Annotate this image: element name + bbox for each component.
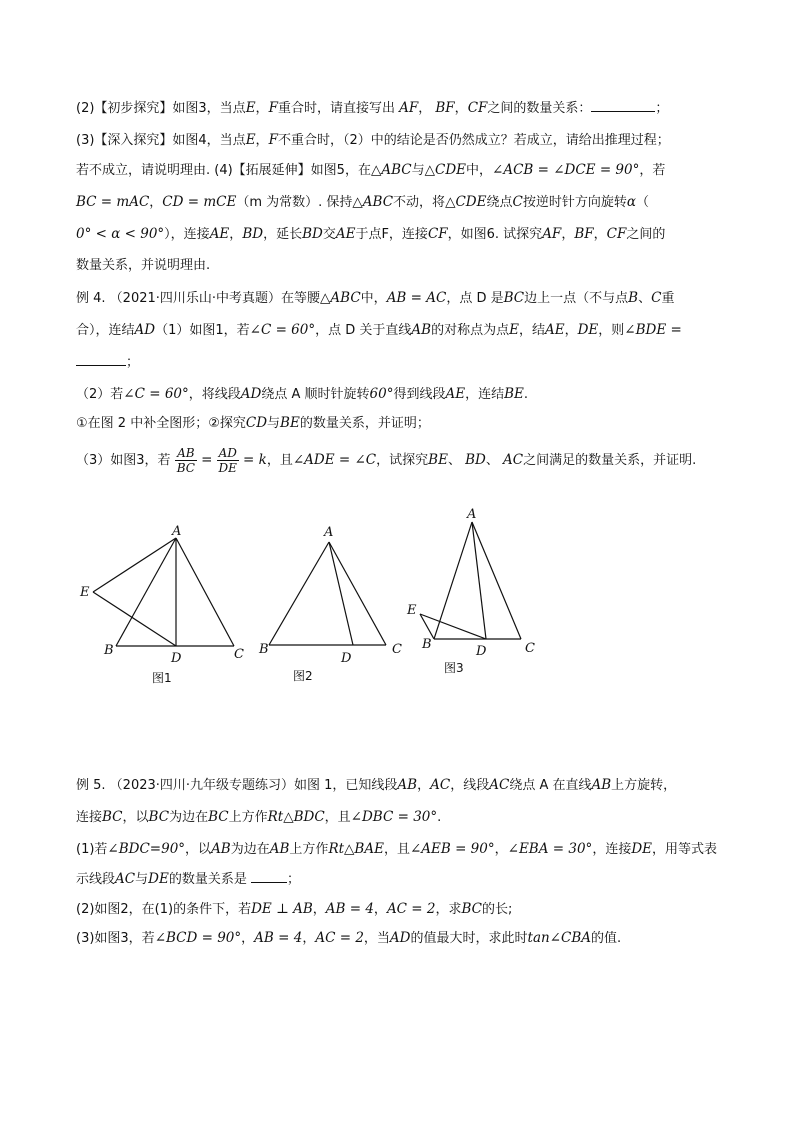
label-b: B [422,637,432,652]
caption-figure-3: 图3 [444,661,464,675]
figure-2 [255,520,415,690]
label-c: C [234,647,244,662]
example-5-line-5: (2)如图2，在(1)的条件下，若DE ⊥ AB，AB = 4，AC = 2，求BC的长; [76,901,513,917]
caption-figure-1: 图1 [152,671,172,685]
problem-2-line: (2)【初步探究】如图3，当点E，F重合时，请直接写出 AF， BF，CF之间的数量关系： ； [76,100,669,116]
answer-blank[interactable] [251,870,287,883]
label-a: A [324,525,334,540]
example-5-line-4: 示线段AC与DE的数量关系是 ； [76,871,300,887]
label-d: D [171,651,182,666]
segment-eb [420,614,434,639]
segment-ab [116,538,176,646]
label-e: E [407,603,417,618]
problem-3-line-3: BC = mAC，CD = mCE（m 为常数）. 保持△ABC不动，将△CDE绕点C按逆时针方向旋转α（ [76,194,649,210]
example-4-line-1: 例 4. （2021·四川乐山·中考真题）在等腰△ABC中，AB = AC，点 D 是BC边上一点（不与点B、C重 [76,290,675,306]
label-a: A [467,507,477,522]
example-4-line-3: ； [76,353,139,372]
label-d: D [476,644,487,659]
fraction-ab-bc: $\frac{AB}{BC}$ [176,446,195,475]
example-5-line-3: (1)若∠BDC=90°，以AB为边在AB上方作Rt△BAE，且∠AEB = 90°，∠EBA = 30°，连接DE，用等式表 [76,841,718,857]
problem-3-line-4: 0° < α < 90°），连接AE，BD，延长BD交AE于点F，连接CF，如图6. 试探究AF，BF，CF之间的 [76,226,666,242]
label-c: C [525,641,535,656]
example-5-line-1: 例 5. （2023·四川·九年级专题练习）如图 1，已知线段AB，AC，线段AC绕点 A 在直线AB上方旋转， [76,777,677,793]
segment-ac [176,538,234,646]
segment-ac [329,542,386,645]
segment-ed [93,592,176,646]
segment-ab [269,542,329,645]
example-4-line-4: （2）若∠C = 60°，将线段AD绕点 A 顺时针旋转60°得到线段AE，连结BE. [76,386,529,402]
problem-3-line-5: 数量关系，并说明理由. [76,258,211,273]
label-c: C [392,642,402,657]
caption-figure-2: 图2 [293,669,313,683]
example-5-line-2: 连接BC，以BC为边在BC上方作Rt△BDC，且∠DBC = 30°. [76,809,442,825]
label-a: A [172,524,182,539]
label-b: B [259,642,269,657]
problem-3-line-1: (3)【深入探究】如图4，当点E，F不重合时，（2）中的结论是否仍然成立？若成立，请给出推理过程； [76,132,670,148]
example-5-line-6: (3)如图3，若∠BCD = 90°，AB = 4，AC = 2，当AD的值最大时，求此时tan∠CBA的值. [76,930,622,946]
fraction-ad-de: $\frac{AD}{DE}$ [218,446,237,475]
problem-3-line-2: 若不成立，请说明理由. (4)【拓展延伸】如图5，在△ABC与△CDE中，∠ACB = ∠DCE = 90°，若 [76,162,666,178]
figure-1 [70,520,270,690]
example-4-line-2: 合），连结AD（1）如图1，若∠C = 60°，点 D 关于直线AB的对称点为点E，结AE，DE，则∠BDE = [76,322,682,338]
answer-blank[interactable] [591,99,655,112]
label-e: E [80,585,90,600]
segment-ed [420,614,486,639]
segment-ae [93,538,176,592]
label-b: B [104,643,114,658]
figure-3 [400,500,550,685]
label-d: D [341,651,352,666]
answer-blank[interactable] [76,353,126,366]
example-4-line-5: ①在图 2 中补全图形；②探究CD与BE的数量关系，并证明； [76,415,430,431]
example-4-line-6: （3）如图3，若 $\frac{AB}{BC}$ = $\frac{AD}{DE}$ = k，且∠ADE = ∠C，试探究BE、 BD、 AC之间满足的数量关系，并证明. [76,446,697,475]
segment-ad [329,542,353,645]
